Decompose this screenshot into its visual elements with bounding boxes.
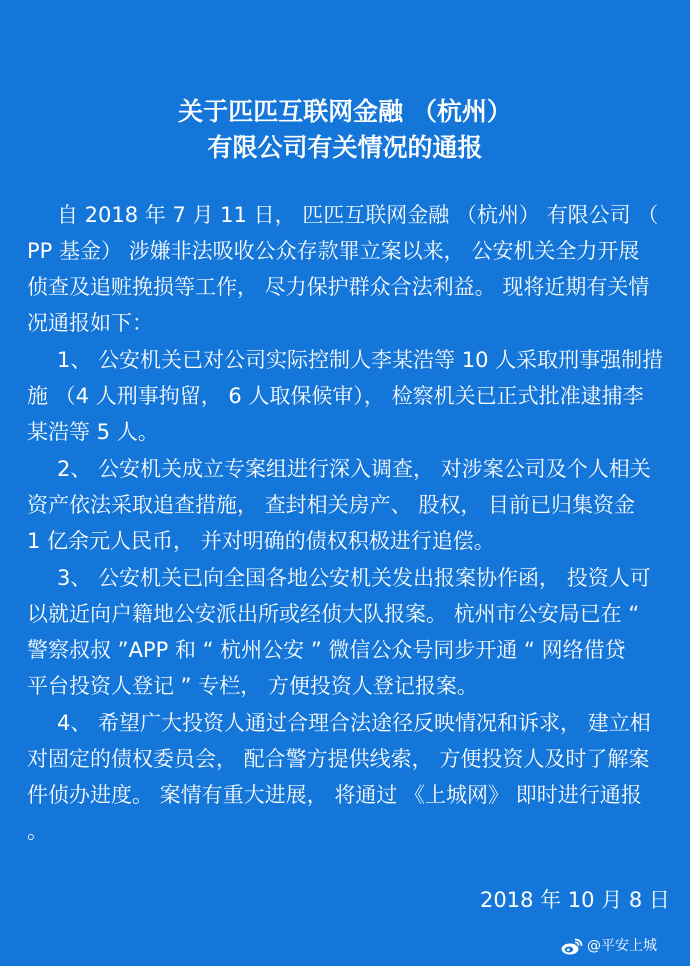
body-line: 对固定的债权委员会， 配合警方提供线索， 方便投资人及时了解案 — [27, 747, 650, 771]
weibo-logo-icon — [560, 936, 584, 956]
watermark-text: @平安上城 — [587, 938, 657, 954]
body-line: 1 亿余元人民币， 并对明确的债权积极进行追偿。 — [27, 529, 495, 553]
body-line: 某浩等 5 人。 — [27, 420, 159, 444]
notice-title-line-2: 有限公司有关情况的通报 — [207, 133, 483, 162]
body-line: 警察叔叔 ”APP 和 “ 杭州公安 ” 微信公众号同步开通 “ 网络借贷 — [27, 638, 626, 662]
body-line: 2、 公安机关成立专案组进行深入调查， 对涉案公司及个人相关 — [57, 457, 651, 481]
body-line: 侦查及追赃挽损等工作， 尽力保护群众合法利益。 现将近期有关情 — [27, 275, 650, 299]
body-line: 3、 公安机关已向全国各地公安机关发出报案协作函， 投资人可 — [57, 566, 651, 590]
body-line: PP 基金） 涉嫌非法吸收公众存款罪立案以来， 公安机关全力开展 — [27, 239, 640, 263]
weibo-watermark — [560, 936, 657, 956]
body-line: 以就近向户籍地公安派出所或经侦大队报案。 杭州市公安局已在 “ — [27, 602, 640, 626]
body-line: 4、 希望广大投资人通过合理合法途径反映情况和诉求， 建立相 — [57, 711, 651, 735]
body-line: 平台投资人登记 ” 专栏， 方便投资人登记报案。 — [27, 674, 478, 698]
body-line: 件侦办进度。 案情有重大进展， 将通过 《上城网》 即时进行通报 — [27, 783, 642, 807]
body-line: 。 — [27, 819, 48, 843]
notice-title-line-1: 关于匹匹互联网金融 （杭州） — [178, 97, 512, 126]
body-line: 1、 公安机关已对公司实际控制人李某浩等 10 人采取刑事强制措 — [57, 348, 664, 372]
body-line: 施 （4 人刑事拘留， 6 人取保候审）， 检察机关已正式批准逮捕李 — [27, 384, 644, 408]
body-line: 自 2018 年 7 月 11 日， 匹匹互联网金融 （杭州） 有限公司 （ — [57, 203, 659, 227]
body-line: 况通报如下： — [27, 311, 153, 335]
notice-date: 2018 年 10 月 8 日 — [480, 888, 670, 912]
body-line: 资产依法采取追查措施， 查封相关房产、 股权， 目前已归集资金 — [27, 493, 636, 517]
